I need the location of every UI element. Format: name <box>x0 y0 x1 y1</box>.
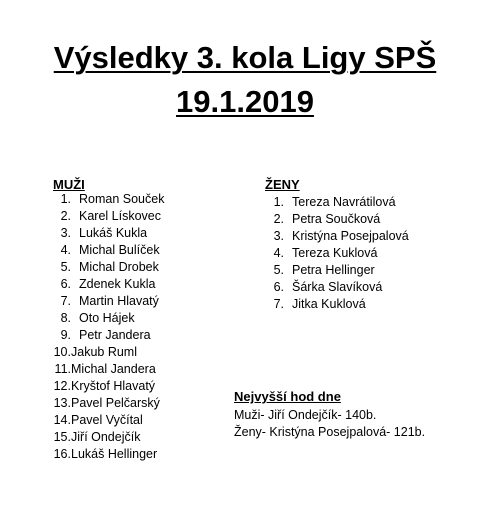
competitor-name: Lukáš Kukla <box>79 226 148 240</box>
list-item <box>270 279 409 296</box>
list-item <box>53 412 164 429</box>
competitor-name: Zdenek Kukla <box>79 277 156 291</box>
list-item <box>270 245 409 262</box>
rank-number: 1. <box>60 192 71 206</box>
competitor-name: Šárka Slavíková <box>292 280 383 294</box>
rank-number: 6. <box>273 280 284 294</box>
competitor-name: Martin Hlavatý <box>79 294 159 308</box>
women-results-list <box>270 194 409 313</box>
list-item <box>53 429 164 446</box>
rank-number: 2. <box>60 209 71 223</box>
men-results-list <box>53 191 164 463</box>
competitor-name: Pavel Pelčarský <box>71 396 160 410</box>
page-title: Výsledky 3. kola Ligy SPŠ <box>53 40 437 75</box>
competitor-name: Pavel Vyčítal <box>71 413 143 427</box>
competitor-name: Tereza Navrátilová <box>292 195 396 209</box>
competitor-name: Roman Souček <box>79 192 165 206</box>
rank-number: 11. <box>54 362 71 376</box>
rank-number: 13. <box>53 396 71 410</box>
competitor-name: Oto Hájek <box>79 311 135 325</box>
list-item <box>53 446 164 463</box>
competitor-name: Lukáš Hellinger <box>71 447 158 461</box>
rank-number: 7. <box>60 294 71 308</box>
list-item <box>53 344 164 361</box>
competitor-name: Jiří Ondejčík <box>71 430 141 444</box>
rank-number: 12. <box>53 379 71 393</box>
rank-number: 10. <box>53 345 71 359</box>
list-item <box>53 276 164 293</box>
list-item <box>53 293 164 310</box>
list-item <box>53 310 164 327</box>
competitor-name: Michal Drobek <box>79 260 159 274</box>
list-item <box>53 378 164 395</box>
competitor-name: Karel Lískovec <box>79 209 161 223</box>
rank-number: 15. <box>53 430 71 444</box>
list-item <box>53 225 164 242</box>
rank-number: 14. <box>53 413 71 427</box>
competitor-name: Tereza Kuklová <box>292 246 378 260</box>
rank-number: 16. <box>53 447 71 461</box>
list-item <box>53 259 164 276</box>
list-item <box>270 228 409 245</box>
rank-number: 1. <box>273 195 284 209</box>
best-throw-women: Ženy- Kristýna Posejpalová- 121b. <box>234 425 426 439</box>
list-item <box>53 395 164 412</box>
list-item <box>53 327 164 344</box>
competitor-name: Petra Hellinger <box>292 263 375 277</box>
list-item <box>53 208 164 225</box>
rank-number: 3. <box>273 229 284 243</box>
list-item <box>270 262 409 279</box>
best-throw-men: Muži- Jiří Ondejčík- 140b. <box>234 408 377 422</box>
list-item <box>53 242 164 259</box>
rank-number: 7. <box>273 297 284 311</box>
rank-number: 4. <box>273 246 284 260</box>
women-heading: ŽENY <box>265 177 300 192</box>
list-item <box>270 211 409 228</box>
rank-number: 5. <box>60 260 71 274</box>
competitor-name: Michal Bulíček <box>79 243 160 257</box>
rank-number: 9. <box>60 328 71 342</box>
men-heading: MUŽI <box>53 177 85 192</box>
competitor-name: Kryštof Hlavatý <box>71 379 156 393</box>
rank-number: 2. <box>273 212 284 226</box>
rank-number: 8. <box>60 311 71 325</box>
best-throw-section <box>234 388 425 441</box>
rank-number: 6. <box>60 277 71 291</box>
page-date: 19.1.2019 <box>176 84 314 119</box>
list-item <box>270 296 409 313</box>
rank-number: 3. <box>60 226 71 240</box>
list-item <box>53 361 164 378</box>
best-throw-heading: Nejvyšší hod dne <box>234 389 341 404</box>
competitor-name: Petr Jandera <box>79 328 151 342</box>
list-item <box>53 191 164 208</box>
competitor-name: Jitka Kuklová <box>292 297 366 311</box>
competitor-name: Michal Jandera <box>71 362 156 376</box>
rank-number: 4. <box>60 243 71 257</box>
rank-number: 5. <box>273 263 284 277</box>
competitor-name: Petra Součková <box>292 212 381 226</box>
competitor-name: Jakub Ruml <box>71 345 137 359</box>
competitor-name: Kristýna Posejpalová <box>292 229 409 243</box>
list-item <box>270 194 409 211</box>
